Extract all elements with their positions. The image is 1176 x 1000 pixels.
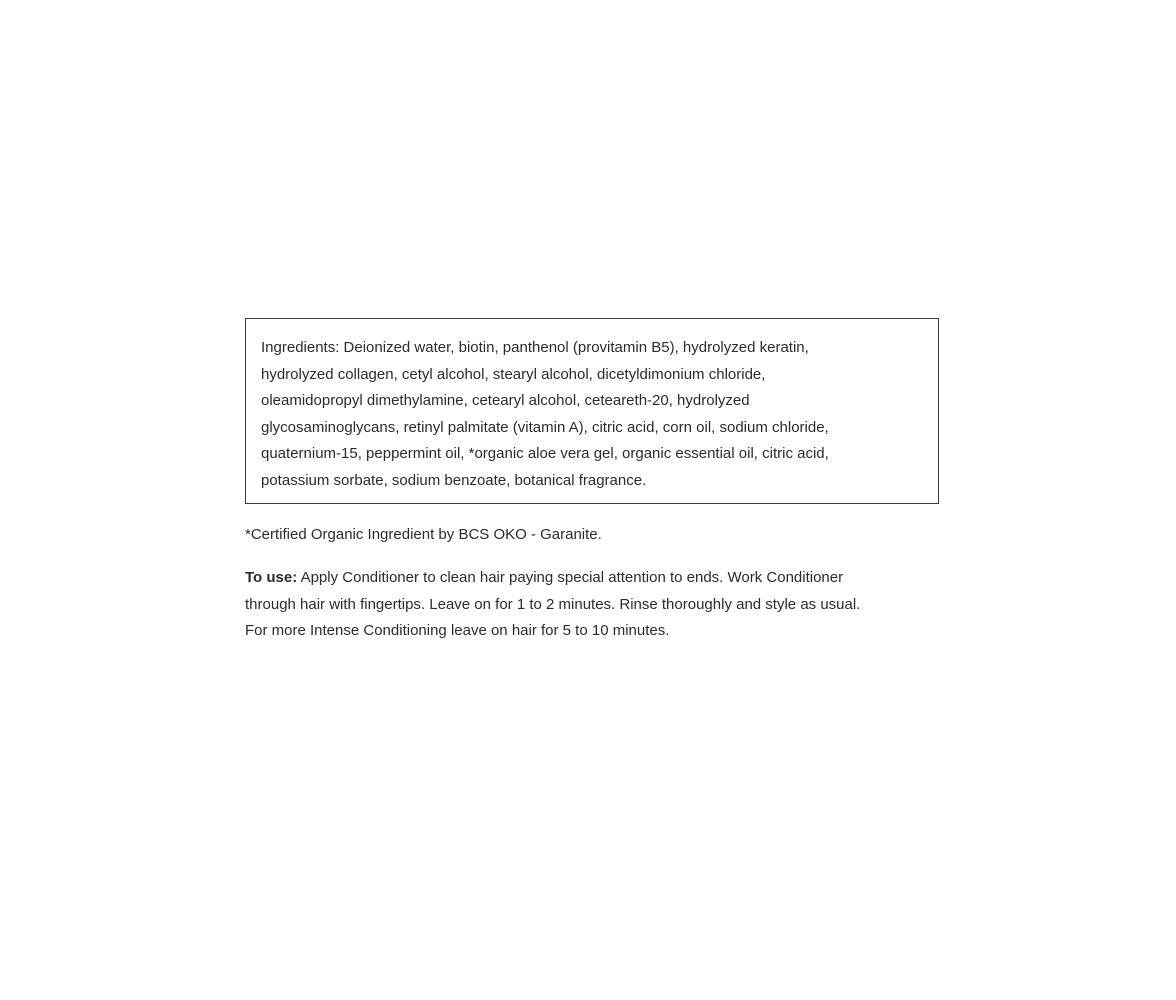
certified-organic-note: *Certified Organic Ingredient by BCS OKO - Garanite. <box>245 526 602 543</box>
usage-text: Apply Conditioner to clean hair paying special attention to ends. Work Conditioner <box>297 569 844 586</box>
ingredients-line: hydrolyzed collagen, cetyl alcohol, stearyl alcohol, dicetyldimonium chloride, <box>261 365 766 383</box>
ingredients-box <box>245 318 939 504</box>
ingredients-line: quaternium-15, peppermint oil, *organic aloe vera gel, organic essential oil, citric acid, <box>261 445 829 462</box>
usage-line: For more Intense Conditioning leave on hair for 5 to 10 minutes. <box>245 622 670 639</box>
ingredients-line: glycosaminoglycans, retinyl palmitate (vitamin A), citric acid, corn oil, sodium chloride, <box>261 418 829 436</box>
ingredients-text <box>261 335 924 494</box>
ingredients-line: potassium sorbate, sodium benzoate, botanical fragrance. <box>261 471 647 489</box>
ingredients-line: Ingredients: Deionized water, biotin, panthenol (provitamin B5), hydrolyzed keratin, <box>261 339 809 356</box>
usage-line <box>245 565 860 592</box>
ingredients-line: oleamidopropyl dimethylamine, cetearyl alcohol, ceteareth-20, hydrolyzed <box>261 392 750 409</box>
usage-instructions <box>245 565 860 645</box>
usage-line: through hair with fingertips. Leave on for 1 to 2 minutes. Rinse thoroughly and style as usual. <box>245 595 861 613</box>
usage-label: To use: <box>245 569 298 586</box>
